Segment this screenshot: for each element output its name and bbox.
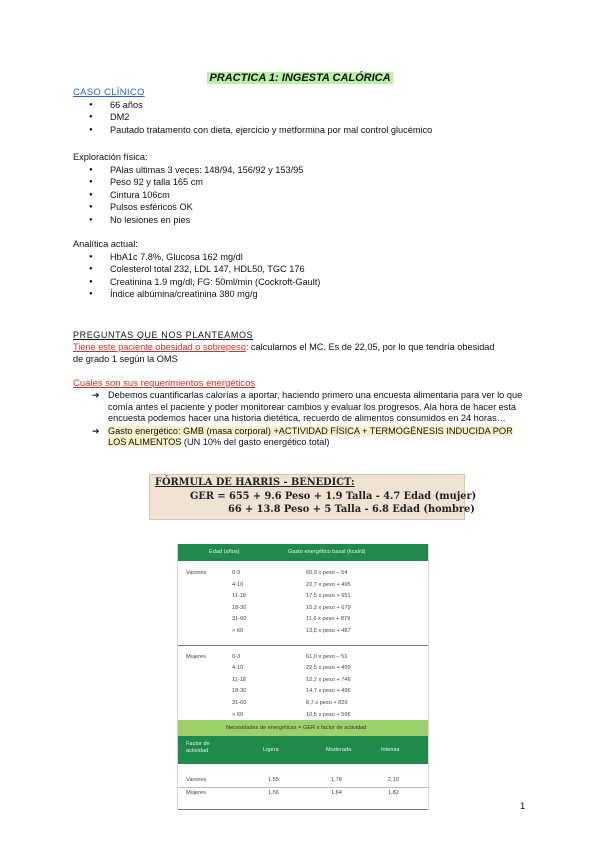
list-item: ● Pulsos esféricos OK — [73, 201, 303, 213]
list-item: ● Creatinina 1.9 mg/dl, FG: 50ml/min (Cockroft-Gault) — [73, 276, 320, 288]
group-label: Mujeres — [186, 653, 206, 660]
divider — [178, 809, 428, 810]
activity-factor: 1,78 — [331, 777, 342, 783]
activity-factor: 1,64 — [331, 790, 342, 796]
expenditure-formula: 22,5 x peso + 499 — [306, 665, 351, 672]
age-range: 18-30 — [232, 688, 247, 695]
list-item: ● PAlas ultimas 3 veces: 148/94, 156/92 y 153/95 — [73, 164, 303, 176]
expenditure-formula: 17,5 x peso + 651 — [306, 593, 351, 600]
lab-heading: Analítica actual: — [73, 239, 138, 249]
activity-header — [178, 736, 428, 764]
case-heading: CASO CLÍNICO — [73, 87, 145, 98]
age-range: 11-18 — [232, 676, 246, 683]
age-range: > 60 — [232, 711, 244, 718]
expenditure-formula: 12,2 x peso + 746 — [306, 676, 351, 683]
exploration-heading: Exploración física: — [73, 152, 148, 162]
needs-row — [178, 720, 428, 736]
age-range: 0-3 — [232, 570, 241, 576]
expenditure-formula: 22,7 x peso + 495 — [306, 581, 351, 588]
column-expenditure: Gasto energético basal (kcal/d) — [288, 549, 366, 555]
energy-bullets — [92, 390, 532, 449]
column-age: Edad (años) — [209, 549, 240, 555]
list-item: ● Cintura 106cm — [73, 189, 303, 201]
list-item: ➔ Gasto energético: GMB (masa corporal) +ACTIVIDAD FÍSICA + TERMOGÉNESIS INDUCIDA POR LOS ALIMENTOS (UN 10% del gasto energético total) — [92, 425, 513, 448]
col-light: Ligera — [263, 747, 279, 753]
expenditure-formula: 14,7 x peso + 496 — [306, 688, 351, 695]
formula-title: FÓRMULA DE HARRIS - BENEDICT: — [155, 477, 355, 488]
list-item: ● Pautado tratamento con dieta, ejercicio y metformina por mal control glucémico — [73, 124, 432, 136]
expenditure-formula: 13,5 x peso + 487 — [306, 628, 351, 634]
question-1-text: Tiene este paciente obesidad o sobrepeso — [73, 342, 246, 352]
age-range: 4-10 — [232, 665, 244, 672]
harris-benedict-formula — [149, 474, 477, 520]
list-item: ● DM2 — [73, 111, 432, 123]
age-range: 11-18 — [232, 593, 246, 600]
needs-label: Necesidades de energéticas = GER x factor de actividad — [226, 725, 367, 731]
list-item: ● Índice albúmina/creatinina 380 mg/g — [73, 288, 320, 300]
energy-expenditure-table — [177, 544, 429, 810]
lab-list — [73, 251, 320, 301]
activity-row-label: Varones — [186, 777, 207, 783]
energy-formula-text: Gasto energético: GMB (masa corporal) +ACTIVIDAD FÍSICA + TERMOGÉNESIS INDUCIDA POR LOS ALIMENTOS — [108, 425, 513, 448]
list-item: ➔ Debemos cuantificarlas calorías a aportar, haciendo primero una encuesta alimentaria para ver lo que comía antes el paciente y poder monitorear cambios y evaluar los progresos. Ala hora de hacer esta encuesta podemos hacer una historia dietética, recuerdo de alimentos consumidos en 24 horas… — [92, 390, 523, 424]
table-header — [178, 544, 428, 561]
age-range: 0-3 — [232, 653, 241, 660]
age-range: 31-60 — [232, 700, 247, 706]
question-1 — [73, 341, 528, 366]
age-range: 4-10 — [232, 581, 244, 588]
expenditure-formula: 8,7 x peso + 829 — [306, 700, 348, 706]
age-range: 31-60 — [232, 616, 247, 623]
divider — [178, 645, 428, 646]
page-number: 1 — [520, 801, 526, 812]
question-1-answer-cont: de grado 1 según la OMS — [73, 354, 178, 365]
col-intense: Intensa — [381, 747, 400, 753]
question-1-answer: : calculamos el MC. Es de 22,05, por lo que tendría obesidad — [245, 342, 495, 352]
case-list — [73, 99, 432, 136]
expenditure-formula: 10,5 x peso + 596 — [306, 711, 351, 718]
divider — [178, 787, 428, 788]
age-range: 18-30 — [232, 604, 247, 611]
factor-label: Factor de actividad — [186, 741, 210, 754]
question-2-heading: Cuales son sus requerimientos energéticos — [73, 378, 256, 389]
list-item: ● No lesiones en pies — [73, 214, 303, 226]
list-item: ● HbA1c 7.8%, Glucosa 162 mg/dl — [73, 251, 320, 263]
arrow-icon: ➔ — [92, 425, 100, 436]
formula-line-men: 66 + 13.8 Peso + 5 Talla - 6.8 Edad (hombre) — [228, 504, 475, 515]
group-label: Varones — [186, 570, 207, 576]
list-item: ● Colesterol total 232, LDL 147, HDL50, TGC 176 — [73, 263, 320, 275]
age-range: > 60 — [232, 628, 244, 634]
expenditure-formula: 15,3 x peso + 679 — [306, 604, 351, 611]
activity-factor: 1,55 — [268, 777, 279, 783]
activity-factor: 1,82 — [388, 790, 399, 796]
expenditure-formula: 60,9 x peso – 54 — [306, 570, 348, 576]
expenditure-formula: 11,6 x peso + 879 — [306, 616, 351, 623]
arrow-icon: ➔ — [92, 390, 100, 400]
page-title: PRACTICA 1: INGESTA CALÓRICA — [209, 72, 391, 84]
list-item: ● Peso 92 y talla 165 cm — [73, 176, 303, 188]
activity-row-label: Mujeres — [186, 790, 206, 796]
exploration-list — [73, 164, 303, 226]
expenditure-formula: 61,0 x peso – 51 — [306, 653, 348, 660]
list-item: ● 66 años — [73, 99, 432, 111]
activity-factor: 2,10 — [388, 777, 399, 783]
formula-line-women: GER = 655 + 9.6 Peso + 1.9 Talla - 4.7 Edad (mujer) — [190, 491, 477, 502]
questions-heading: PREGUNTAS QUE NOS PLANTEAMOS — [73, 330, 254, 340]
col-moderate: Moderada — [326, 747, 352, 753]
activity-factor: 1,56 — [268, 790, 279, 796]
